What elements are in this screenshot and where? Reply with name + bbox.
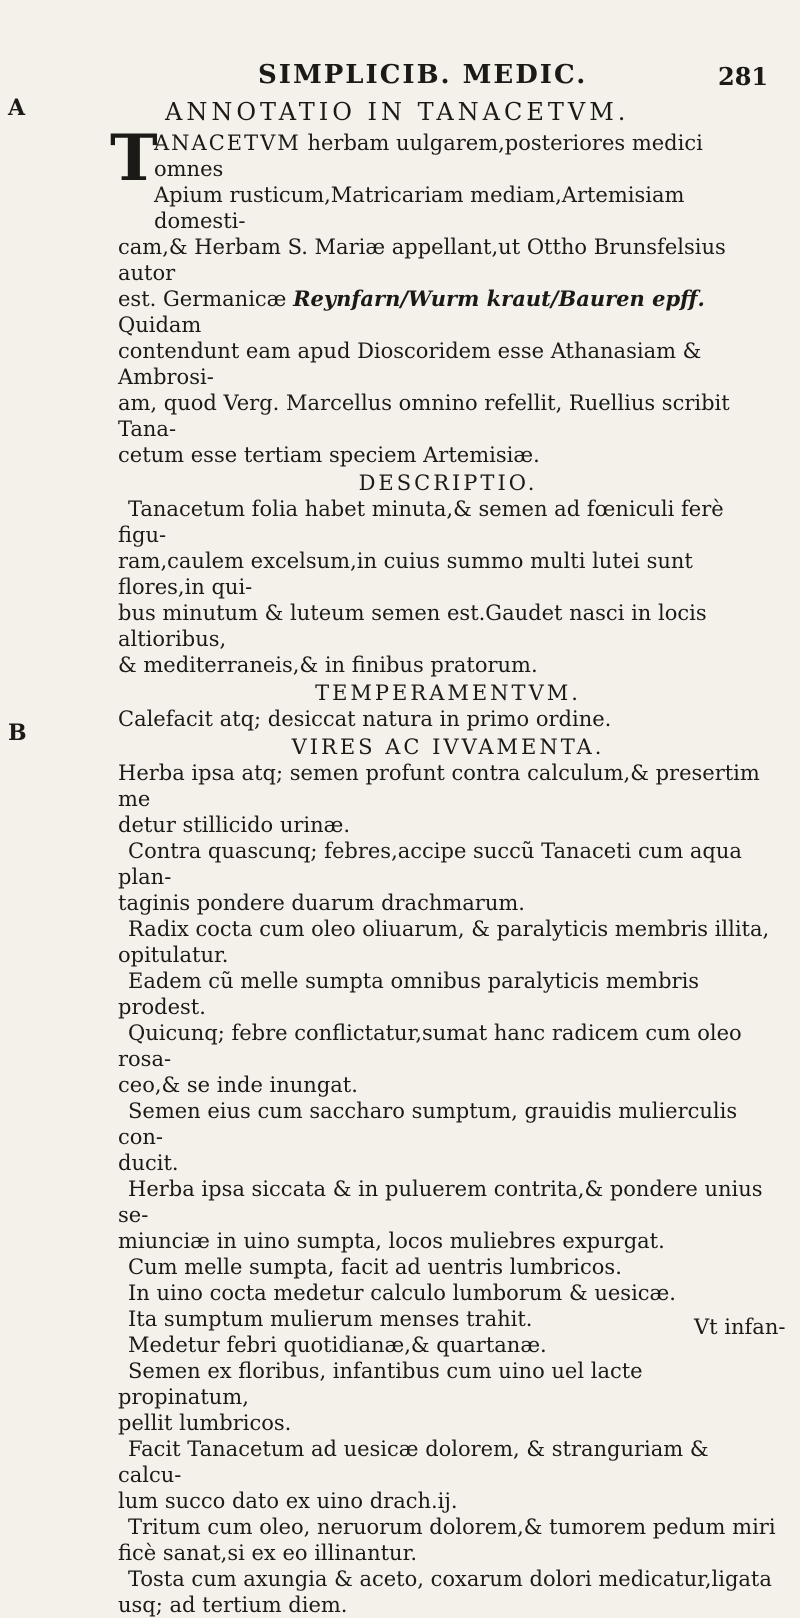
running-title: SIMPLICIB. MEDIC. (258, 60, 588, 90)
intro-line-rest: herbam uulgarem,posteriores medici omnes (154, 131, 703, 181)
intro-line: cetum esse tertiam speciem Artemisiæ. (118, 443, 540, 467)
text-line: Eadem cũ melle sumpta omnibus paralyticis membris prodest. (118, 969, 700, 1019)
intro-line: contendunt eam apud Dioscoridem esse Athanasiam & Ambrosi- (118, 339, 702, 389)
text-line: Radix cocta cum oleo oliuarum, & paralyticis membris illita, (128, 917, 770, 941)
text-line: lum succo dato ex uino drach.ij. (118, 1489, 458, 1513)
text-line: Semen ex floribus, infantibus cum uino uel lacte propinatum, (118, 1359, 643, 1409)
text-line: Cum melle sumpta, facit ad uentris lumbricos. (128, 1255, 622, 1279)
text-line: ram,caulem excelsum,in cuius summo multi lutei sunt flores,in qui- (118, 549, 693, 599)
intro-line (154, 130, 778, 182)
margin-letter-a: A (8, 95, 26, 121)
temperamentum-section (118, 706, 778, 732)
section-heading: TEMPERAMENTVM. (315, 681, 581, 705)
text-line: detur stillicido urinæ. (118, 813, 351, 837)
intro-line (118, 286, 778, 338)
margin-letter-b: B (8, 720, 27, 746)
text-line: bus minutum & luteum semen est.Gaudet nasci in locis altioribus, (118, 601, 707, 651)
drop-cap: T (110, 121, 158, 196)
text-line: Ita sumptum mulierum menses trahit. (128, 1307, 533, 1331)
page-header (0, 60, 800, 100)
section-heading: VIRES AC IVVAMENTA. (291, 735, 605, 759)
text-line: Semen eius cum saccharo sumptum, grauidis mulierculis con- (118, 1099, 738, 1149)
text-line: Herba ipsa siccata & in puluerem contrita,& pondere unius se- (118, 1177, 763, 1227)
text-line: Facit Tanacetum ad uesicæ dolorem, & stranguriam & calcu- (118, 1437, 709, 1487)
chapter-title: ANNOTATIO IN TANACETVM. (165, 98, 630, 126)
page-number: 281 (718, 62, 769, 91)
text-line: ceo,& se inde inungat. (118, 1073, 358, 1097)
catchword: Vt infan- (694, 1315, 786, 1339)
vires-section (118, 760, 778, 1618)
text-line: Quicunq; febre conflictatur,sumat hanc radicem cum oleo rosa- (118, 1021, 742, 1071)
first-word: ANACETVM (154, 131, 301, 155)
intro-line: am, quod Verg. Marcellus omnino refellit, Ruellius scribit Tana- (118, 391, 730, 441)
descriptio-section (118, 496, 778, 678)
text-line: Herba ipsa atq; semen profunt contra calculum,& presertim me (118, 761, 760, 811)
body-text (110, 121, 778, 1618)
text-line: Tritum cum oleo, neruorum dolorem,& tumorem pedum miri (128, 1515, 776, 1539)
text-line: taginis pondere duarum drachmarum. (118, 891, 525, 915)
section-heading: DESCRIPTIO. (358, 471, 538, 495)
text-line: & mediterraneis,& in finibus pratorum. (118, 653, 538, 677)
text-line: Contra quascunq; febres,accipe succũ Tanaceti cum aqua plan- (118, 839, 742, 889)
german-names: Reynfarn/Wurm kraut/Bauren epff. (293, 286, 705, 311)
text-line: Tanacetum folia habet minuta,& semen ad fœniculi ferè figu- (118, 497, 724, 547)
text-line: ficè sanat,si ex eo illinantur. (118, 1541, 417, 1565)
text-line: usq; ad tertium diem. (118, 1593, 348, 1617)
text-line: Calefacit atq; desiccat natura in primo ordine. (118, 707, 612, 731)
text-line: Tosta cum axungia & aceto, coxarum dolori medicatur,ligata (128, 1567, 772, 1591)
text-line: pellit lumbricos. (118, 1411, 292, 1435)
text-line: In uino cocta medetur calculo lumborum & uesicæ. (128, 1281, 676, 1305)
intro-line: Apium rusticum,Matricariam mediam,Artemisiam domesti- (154, 183, 685, 233)
text-line: opitulatur. (118, 943, 229, 967)
intro-paragraph (110, 121, 778, 468)
text-line: ducit. (118, 1151, 179, 1175)
intro-line: cam,& Herbam S. Mariæ appellant,ut Ottho Brunsfelsius autor (118, 235, 726, 285)
intro-text: Quidam (118, 313, 202, 337)
text-line: Medetur febri quotidianæ,& quartanæ. (128, 1333, 547, 1357)
text-line: miunciæ in uino sumpta, locos muliebres expurgat. (118, 1229, 665, 1253)
intro-text: est. Germanicæ (118, 287, 294, 311)
